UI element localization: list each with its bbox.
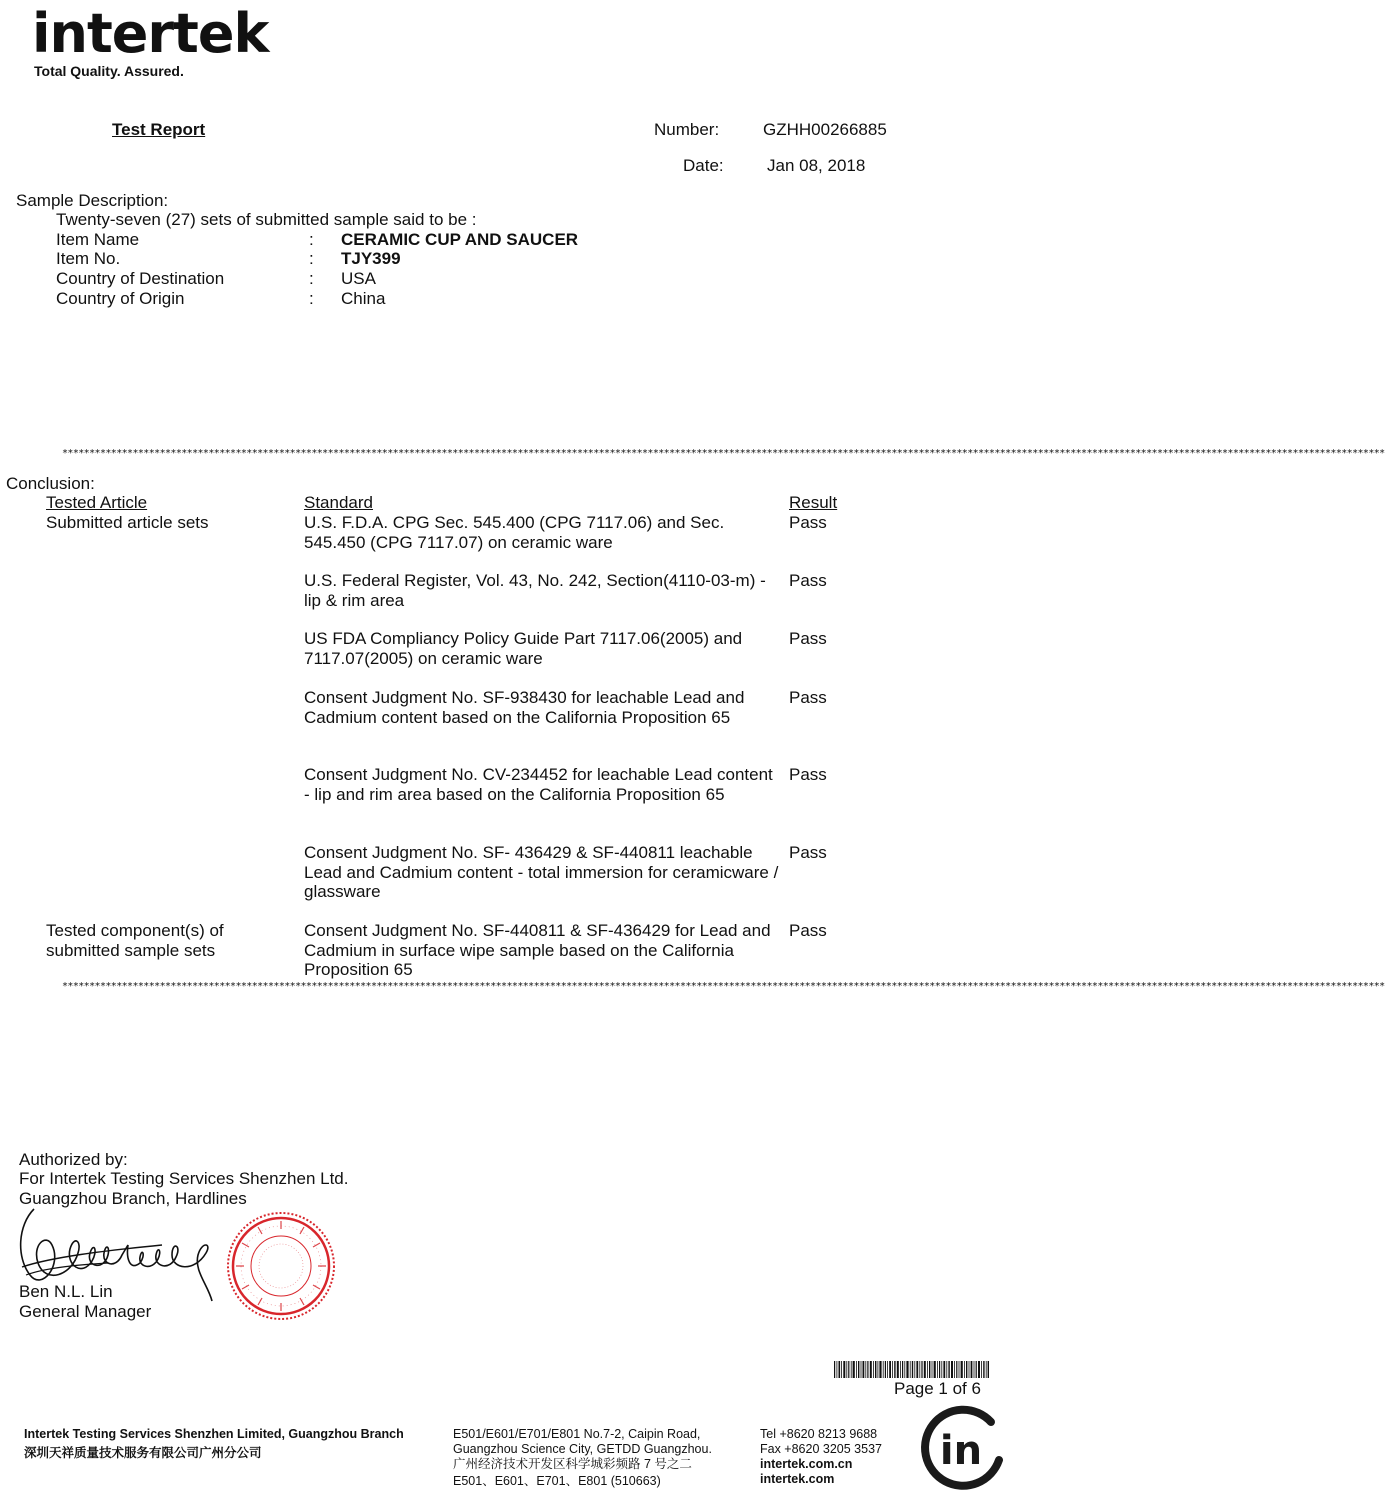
report-title: Test Report bbox=[112, 120, 206, 139]
field-label: Country of Destination bbox=[56, 269, 225, 288]
footer-company-en: Intertek Testing Services Shenzhen Limited, Guangzhou Branch bbox=[24, 1427, 404, 1441]
number-label: Number: bbox=[654, 120, 720, 139]
field-label: Item No. bbox=[56, 249, 121, 268]
origin-value: China bbox=[341, 289, 386, 308]
field-separator: : bbox=[309, 289, 314, 308]
footer-address-line3: 广州经济技术开发区科学城彩频路 7 号之二 bbox=[453, 1457, 692, 1471]
standard-text: Consent Judgment No. SF-938430 for leachable Lead and Cadmium content based on the California Proposition 65 bbox=[304, 688, 745, 727]
signatory-name: Ben N.L. Lin bbox=[19, 1282, 113, 1301]
col-header-standard: Standard bbox=[304, 493, 373, 512]
authorized-company: For Intertek Testing Services Shenzhen Ltd. bbox=[19, 1169, 349, 1188]
footer-website: intertek.com bbox=[760, 1472, 835, 1486]
footer-fax: Fax +8620 3205 3537 bbox=[760, 1442, 882, 1456]
tested-article: Tested component(s) of submitted sample sets bbox=[46, 921, 224, 960]
field-separator: : bbox=[309, 269, 314, 288]
standard-text: U.S. Federal Register, Vol. 43, No. 242, Section(4110-03-m) - lip & rim area bbox=[304, 571, 766, 610]
logo-tagline: Total Quality. Assured. bbox=[34, 63, 184, 79]
intertek-in-logo-icon bbox=[913, 1402, 1009, 1498]
result-value: Pass bbox=[789, 921, 827, 940]
standard-text: US FDA Compliancy Policy Guide Part 7117.06(2005) and 7117.07(2005) on ceramic ware bbox=[304, 629, 743, 668]
number-value: GZHH00266885 bbox=[763, 120, 887, 139]
sample-heading: Sample Description: bbox=[16, 191, 169, 210]
result-value: Pass bbox=[789, 688, 827, 707]
col-header-article: Tested Article bbox=[46, 493, 148, 512]
asterisk-separator: **************************************************************************************************************************************************************************************************************************************************** bbox=[62, 448, 1385, 459]
result-value: Pass bbox=[789, 765, 827, 784]
item-name-value: CERAMIC CUP AND SAUCER bbox=[341, 230, 579, 249]
tested-article: Submitted article sets bbox=[46, 513, 209, 532]
col-header-result: Result bbox=[789, 493, 838, 512]
destination-value: USA bbox=[341, 269, 376, 288]
authorized-by: Authorized by: bbox=[19, 1150, 128, 1169]
in-mark-text: in bbox=[939, 1428, 983, 1474]
barcode-image bbox=[834, 1361, 989, 1378]
footer-address-line1: E501/E601/E701/E801 No.7-2, Caipin Road, bbox=[453, 1427, 701, 1441]
company-seal-stamp bbox=[225, 1210, 337, 1322]
footer-website-cn: intertek.com.cn bbox=[760, 1457, 853, 1471]
standard-text: U.S. F.D.A. CPG Sec. 545.400 (CPG 7117.06) and Sec. 545.450 (CPG 7117.07) on ceramic ware bbox=[304, 513, 725, 552]
date-label: Date: bbox=[683, 156, 724, 175]
footer-address-line4: E501、E601、E701、E801 (510663) bbox=[453, 1474, 661, 1488]
footer-tel: Tel +8620 8213 9688 bbox=[760, 1427, 878, 1441]
result-value: Pass bbox=[789, 571, 827, 590]
field-label: Item Name bbox=[56, 230, 140, 249]
result-value: Pass bbox=[789, 513, 827, 532]
result-value: Pass bbox=[789, 843, 827, 862]
intertek-logo: intertek bbox=[32, 2, 269, 65]
footer-address-line2: Guangzhou Science City, GETDD Guangzhou. bbox=[453, 1442, 712, 1456]
asterisk-separator: **************************************************************************************************************************************************************************************************************************************************** bbox=[62, 981, 1385, 992]
field-separator: : bbox=[309, 230, 314, 249]
item-no-value: TJY399 bbox=[341, 249, 401, 268]
field-label: Country of Origin bbox=[56, 289, 185, 308]
standard-text: Consent Judgment No. CV-234452 for leachable Lead content - lip and rim area based on the California Proposition 65 bbox=[304, 765, 773, 804]
conclusion-heading: Conclusion: bbox=[6, 474, 95, 493]
sample-intro: Twenty-seven (27) sets of submitted sample said to be : bbox=[56, 210, 477, 229]
result-value: Pass bbox=[789, 629, 827, 648]
date-value: Jan 08, 2018 bbox=[767, 156, 866, 175]
signatory-title: General Manager bbox=[19, 1302, 152, 1321]
standard-text: Consent Judgment No. SF- 436429 & SF-440811 leachable Lead and Cadmium content - total immersion for ceramicware / glassware bbox=[304, 843, 779, 901]
standard-text: Consent Judgment No. SF-440811 & SF-436429 for Lead and Cadmium in surface wipe sample based on the California Proposition 65 bbox=[304, 921, 771, 979]
footer-company-cn: 深圳天祥质量技术服务有限公司广州分公司 bbox=[24, 1446, 262, 1460]
authorized-branch: Guangzhou Branch, Hardlines bbox=[19, 1189, 247, 1208]
page-number: Page 1 of 6 bbox=[894, 1379, 981, 1398]
field-separator: : bbox=[309, 249, 314, 268]
